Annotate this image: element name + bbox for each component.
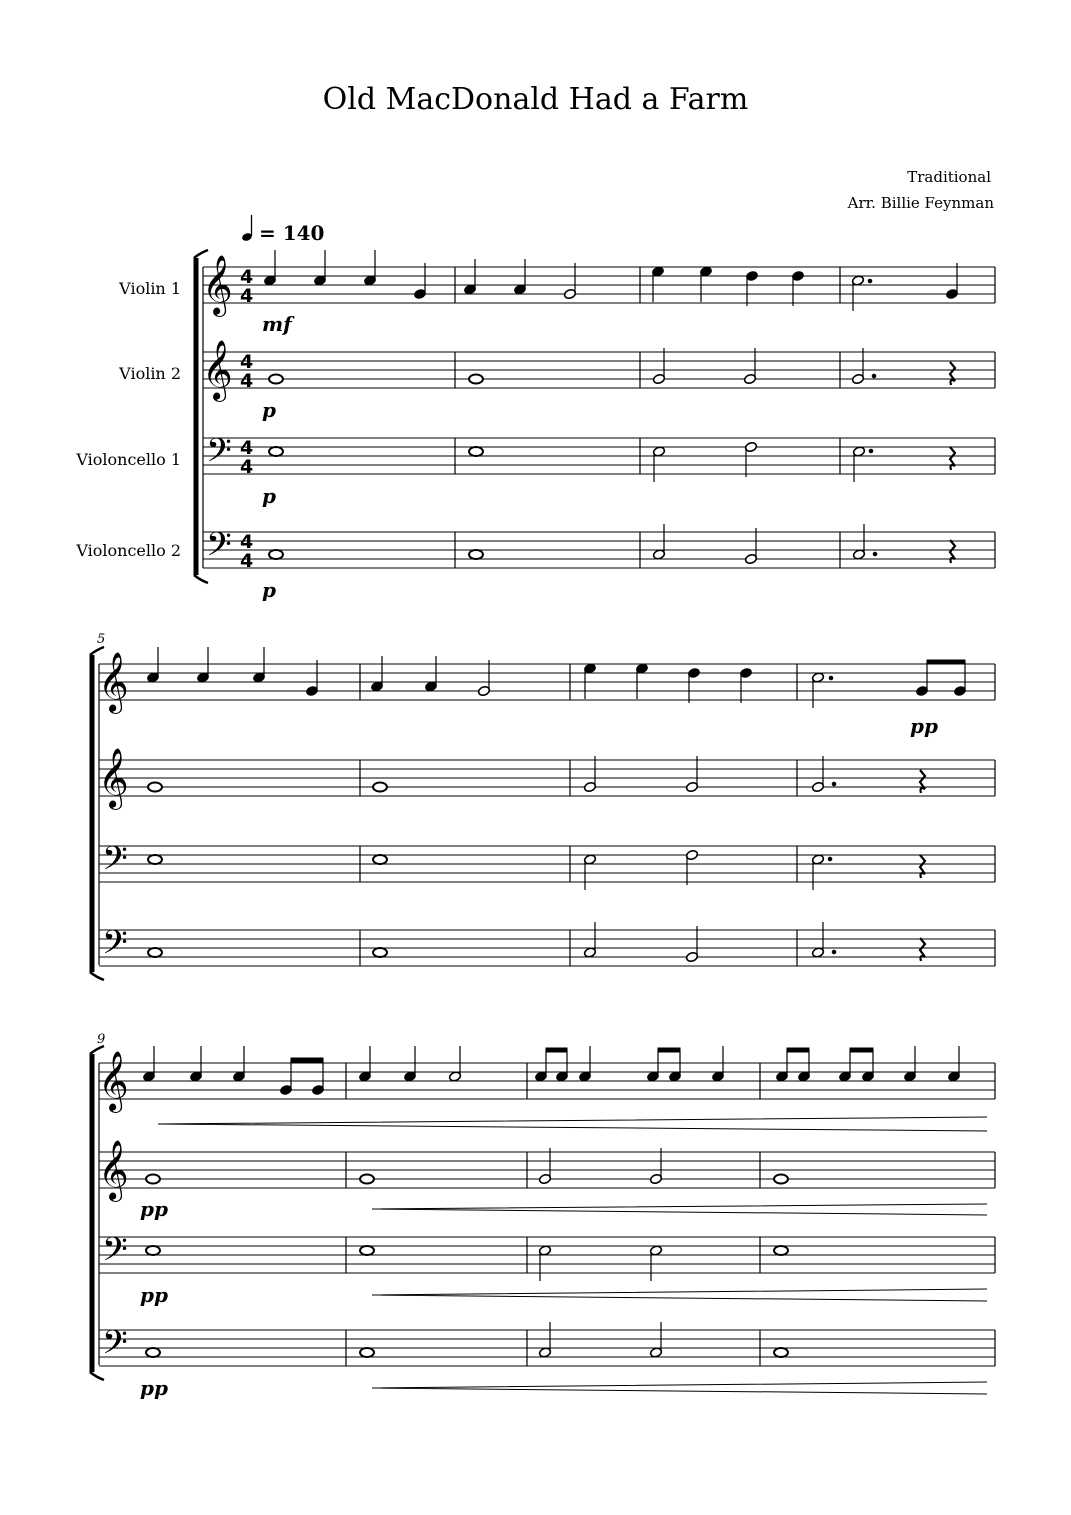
staff-violin-1 <box>203 267 995 303</box>
time-signature-top: 4 <box>240 266 254 288</box>
quarter-rest-icon <box>950 540 955 563</box>
score-title: Old MacDonald Had a Farm <box>322 82 749 117</box>
time-signature-top: 4 <box>240 351 254 373</box>
bass-clef-icon: 𝄢 <box>102 924 128 970</box>
hairpin <box>158 1117 987 1131</box>
time-signature-bottom: 4 <box>240 550 254 572</box>
measure-number-5: 5 <box>97 632 106 647</box>
staff-violoncello-1 <box>203 438 995 474</box>
quarter-rest-icon <box>950 362 955 385</box>
staff-violin-1 <box>99 664 995 700</box>
dynamic-pp: pp <box>910 714 938 738</box>
dynamic-pp: pp <box>140 1283 168 1307</box>
treble-clef-icon: 𝄞 <box>98 1140 129 1200</box>
violoncello-2-notes-s3 <box>146 1322 788 1358</box>
quarter-rest-icon <box>920 938 925 961</box>
instrument-label-violoncello-2: Violoncello 2 <box>76 541 181 560</box>
staff-violoncello-2 <box>99 930 995 966</box>
treble-clef-icon: 𝄞 <box>202 340 233 400</box>
staff-violoncello-1 <box>99 1237 995 1273</box>
instrument-label-violin-1: Violin 1 <box>119 279 181 298</box>
violin-1-notes-s1 <box>263 250 958 311</box>
quarter-rest-icon <box>920 855 925 878</box>
time-signature <box>240 266 253 572</box>
staff-violin-2 <box>99 760 995 796</box>
system-2-barlines <box>360 664 995 966</box>
bass-clef-icon: 𝄢 <box>102 840 128 886</box>
dynamic-pp: pp <box>140 1197 168 1221</box>
violin-1-notes-s3 <box>142 1046 960 1096</box>
hairpin <box>372 1204 987 1215</box>
dynamic-mf: mf <box>262 312 292 336</box>
measure-number-9: 9 <box>97 1032 106 1047</box>
system-1 <box>194 250 995 602</box>
dynamic-pp: pp <box>140 1376 168 1400</box>
treble-clef-icon: 𝄞 <box>202 255 233 315</box>
instrument-label-violoncello-1: Violoncello 1 <box>76 450 181 469</box>
staff-violoncello-1 <box>99 846 995 882</box>
system-1-barlines <box>455 267 995 568</box>
system-3 <box>90 1046 995 1400</box>
quarter-rest-icon <box>950 447 955 470</box>
staff-violoncello-2 <box>203 532 995 568</box>
system-2 <box>90 647 995 980</box>
bass-clef-icon: 𝄢 <box>102 1231 128 1277</box>
bass-clef-icon: 𝄢 <box>102 1324 128 1370</box>
time-signature-top: 4 <box>240 437 254 459</box>
violin-1-notes-s2 <box>146 647 966 708</box>
time-signature-bottom: 4 <box>240 456 254 478</box>
staff-violin-2 <box>203 352 995 388</box>
composer: Traditional <box>907 168 991 186</box>
quarter-rest-icon <box>920 770 925 793</box>
time-signature-bottom: 4 <box>240 370 254 392</box>
tempo-marking <box>241 215 324 245</box>
staff-violin-1 <box>99 1063 995 1099</box>
dynamic-p: p <box>262 484 276 508</box>
time-signature-bottom: 4 <box>240 285 254 307</box>
time-signature-top: 4 <box>240 531 254 553</box>
dynamic-p: p <box>262 398 276 422</box>
treble-clef-icon: 𝄞 <box>98 748 129 808</box>
treble-clef-icon: 𝄞 <box>98 1051 129 1111</box>
hairpin <box>372 1289 987 1301</box>
bass-clef-icon: 𝄢 <box>206 526 232 572</box>
tempo-text: = 140 <box>259 221 325 245</box>
instrument-label-violin-2: Violin 2 <box>119 364 181 383</box>
bass-clef-icon: 𝄢 <box>206 432 232 478</box>
arranger: Arr. Billie Feynman <box>847 194 994 212</box>
violoncello-1-notes-s3 <box>146 1245 788 1281</box>
hairpin <box>372 1382 987 1394</box>
treble-clef-icon: 𝄞 <box>98 652 129 712</box>
dynamic-p: p <box>262 578 276 602</box>
